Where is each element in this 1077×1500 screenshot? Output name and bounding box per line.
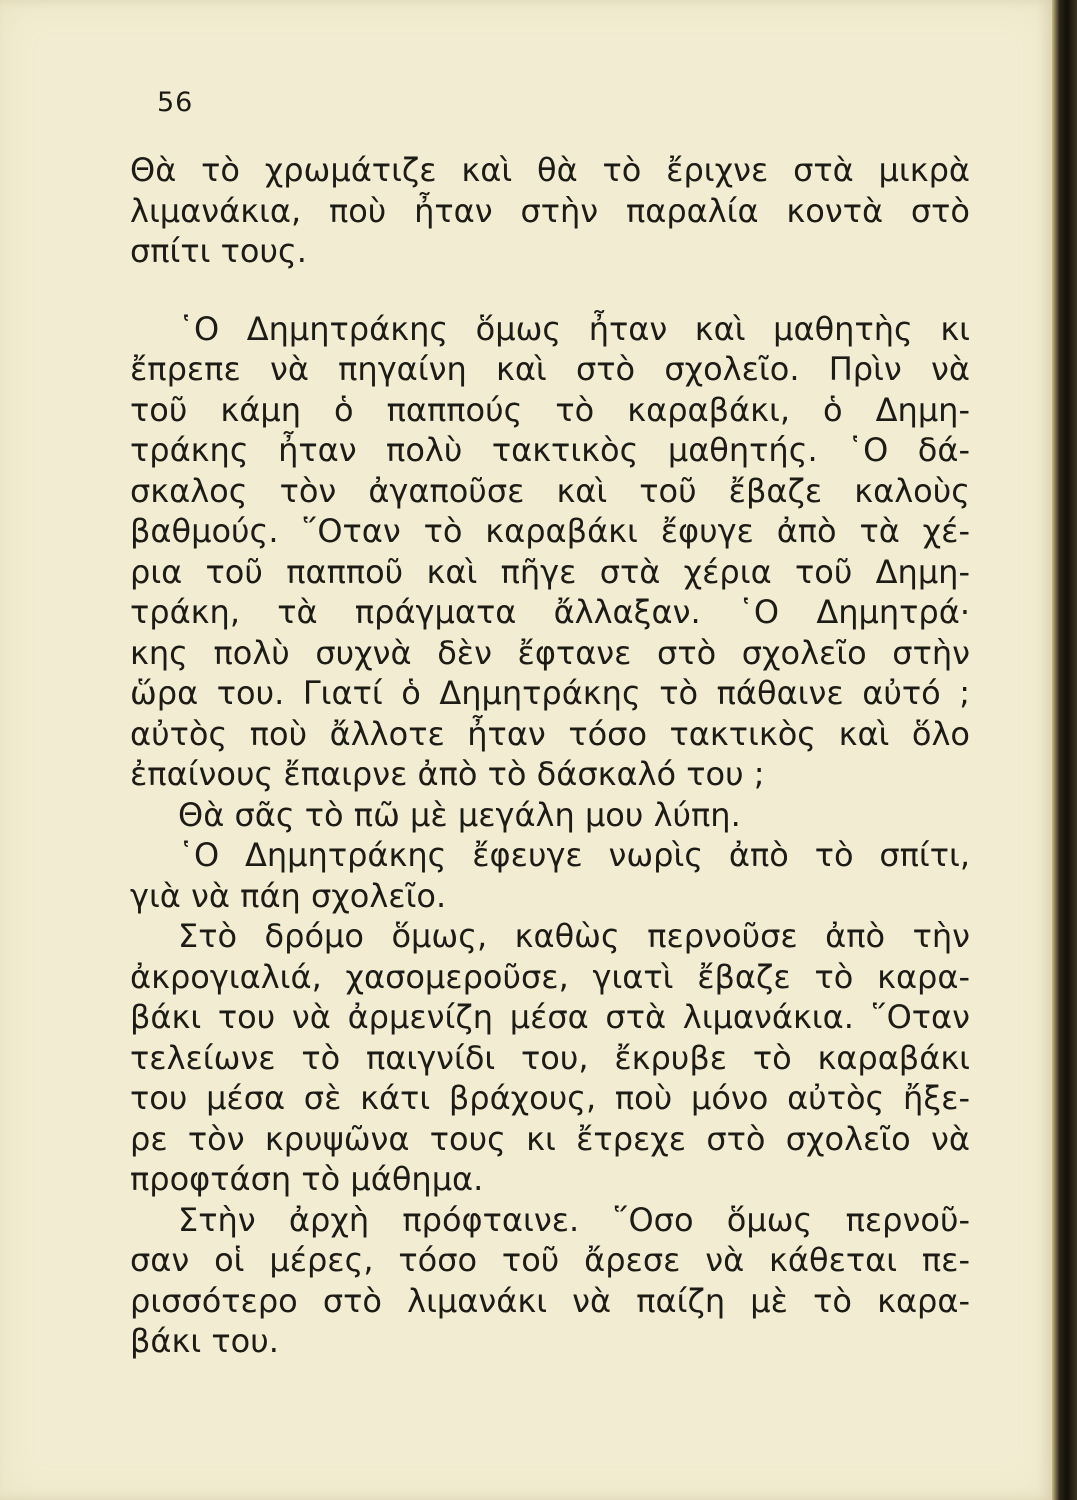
paragraph-2 bbox=[130, 309, 970, 795]
text-line: ῾Ο Δημητράκης ὅμως ἦταν καὶ μαθητὴς κι bbox=[178, 309, 970, 348]
text-line: βάκι του νὰ ἀρμενίζη μέσα στὰ λιμανάκια. ῞Οταν bbox=[130, 998, 970, 1036]
text-line: Στὸ δρόμο ὅμως, καθὼς περνοῦσε ἀπὸ τὴν bbox=[178, 917, 970, 955]
text-line: ἔπρεπε νὰ πηγαίνη καὶ στὸ σχολεῖο. Πρὶν νὰ bbox=[130, 350, 970, 388]
text-line: ῾Ο Δημητράκης ἔφευγε νωρὶς ἀπὸ τὸ σπίτι, bbox=[178, 836, 970, 874]
text-line: σαν οἱ μέρες, τόσο τοῦ ἄρεσε νὰ κάθεται πε- bbox=[130, 1241, 970, 1279]
text-line: ἀκρογιαλιά, χασομεροῦσε, γιατὶ ἔβαζε τὸ καρα- bbox=[130, 957, 970, 996]
text-line: ρισσότερο στὸ λιμανάκι νὰ παίζη μὲ τὸ καρα- bbox=[130, 1281, 970, 1320]
text-line: βαθμούς. ῞Οταν τὸ καραβάκι ἔφυγε ἀπὸ τὰ χέ- bbox=[130, 512, 970, 550]
text-line: ρε τὸν κρυψῶνα τους κι ἔτρεχε στὸ σχολεῖο νὰ bbox=[130, 1119, 970, 1158]
paragraph-3 bbox=[130, 795, 970, 836]
paragraph-gap bbox=[130, 272, 970, 309]
text-line: Θὰ τὸ χρωμάτιζε καὶ θὰ τὸ ἔριχνε στὰ μικρὰ bbox=[130, 151, 970, 189]
paragraph-4 bbox=[130, 835, 970, 916]
book-spine-shadow bbox=[1052, 0, 1077, 1500]
text-line: του μέσα σὲ κάτι βράχους, ποὺ μόνο αὐτὸς ἤξε- bbox=[130, 1079, 970, 1117]
text-line: γιὰ νὰ πάη σχολεῖο. bbox=[130, 876, 447, 915]
text-line: τράκης ἦταν πολὺ τακτικὸς μαθητής. ῾Ο δά- bbox=[130, 431, 970, 469]
text-line: τοῦ κάμη ὁ παππούς τὸ καραβάκι, ὁ Δημη- bbox=[130, 390, 970, 429]
paragraph-1 bbox=[130, 150, 970, 272]
text-line: τράκη, τὰ πράγματα ἄλλαξαν. ῾Ο Δημητρά· bbox=[130, 593, 970, 631]
paragraph-6 bbox=[130, 1200, 970, 1362]
text-line: τελείωνε τὸ παιγνίδι του, ἔκρυβε τὸ καραβάκι bbox=[130, 1038, 970, 1077]
text-line: αὐτὸς ποὺ ἄλλοτε ἦταν τόσο τακτικὸς καὶ ὅλο bbox=[130, 714, 970, 753]
body-text bbox=[130, 150, 970, 1362]
page-number: 56 bbox=[157, 87, 194, 118]
text-line: λιμανάκια, ποὺ ἦταν στὴν παραλία κοντὰ στὸ bbox=[130, 191, 970, 230]
text-line: βάκι του. bbox=[130, 1322, 279, 1360]
paragraph-5 bbox=[130, 916, 970, 1200]
text-line: προφτάση τὸ μάθημα. bbox=[130, 1160, 484, 1198]
text-line: κης πολὺ συχνὰ δὲν ἔφτανε στὸ σχολεῖο στὴν bbox=[130, 633, 970, 672]
text-line: ρια τοῦ παπποῦ καὶ πῆγε στὰ χέρια τοῦ Δημη- bbox=[130, 552, 970, 591]
text-line: ὥρα του. Γιατί ὁ Δημητράκης τὸ πάθαινε αὐτό ; bbox=[130, 674, 970, 712]
text-line: Στὴν ἀρχὴ πρόφταινε. ῞Οσο ὅμως περνοῦ- bbox=[178, 1200, 970, 1239]
text-line: σκαλος τὸν ἀγαποῦσε καὶ τοῦ ἔβαζε καλοὺς bbox=[130, 471, 970, 510]
text-line: ἐπαίνους ἔπαιρνε ἀπὸ τὸ δάσκαλό του ; bbox=[130, 755, 765, 793]
text-line: Θὰ σᾶς τὸ πῶ μὲ μεγάλη μου λύπη. bbox=[178, 795, 741, 834]
text-line: σπίτι τους. bbox=[130, 232, 307, 270]
